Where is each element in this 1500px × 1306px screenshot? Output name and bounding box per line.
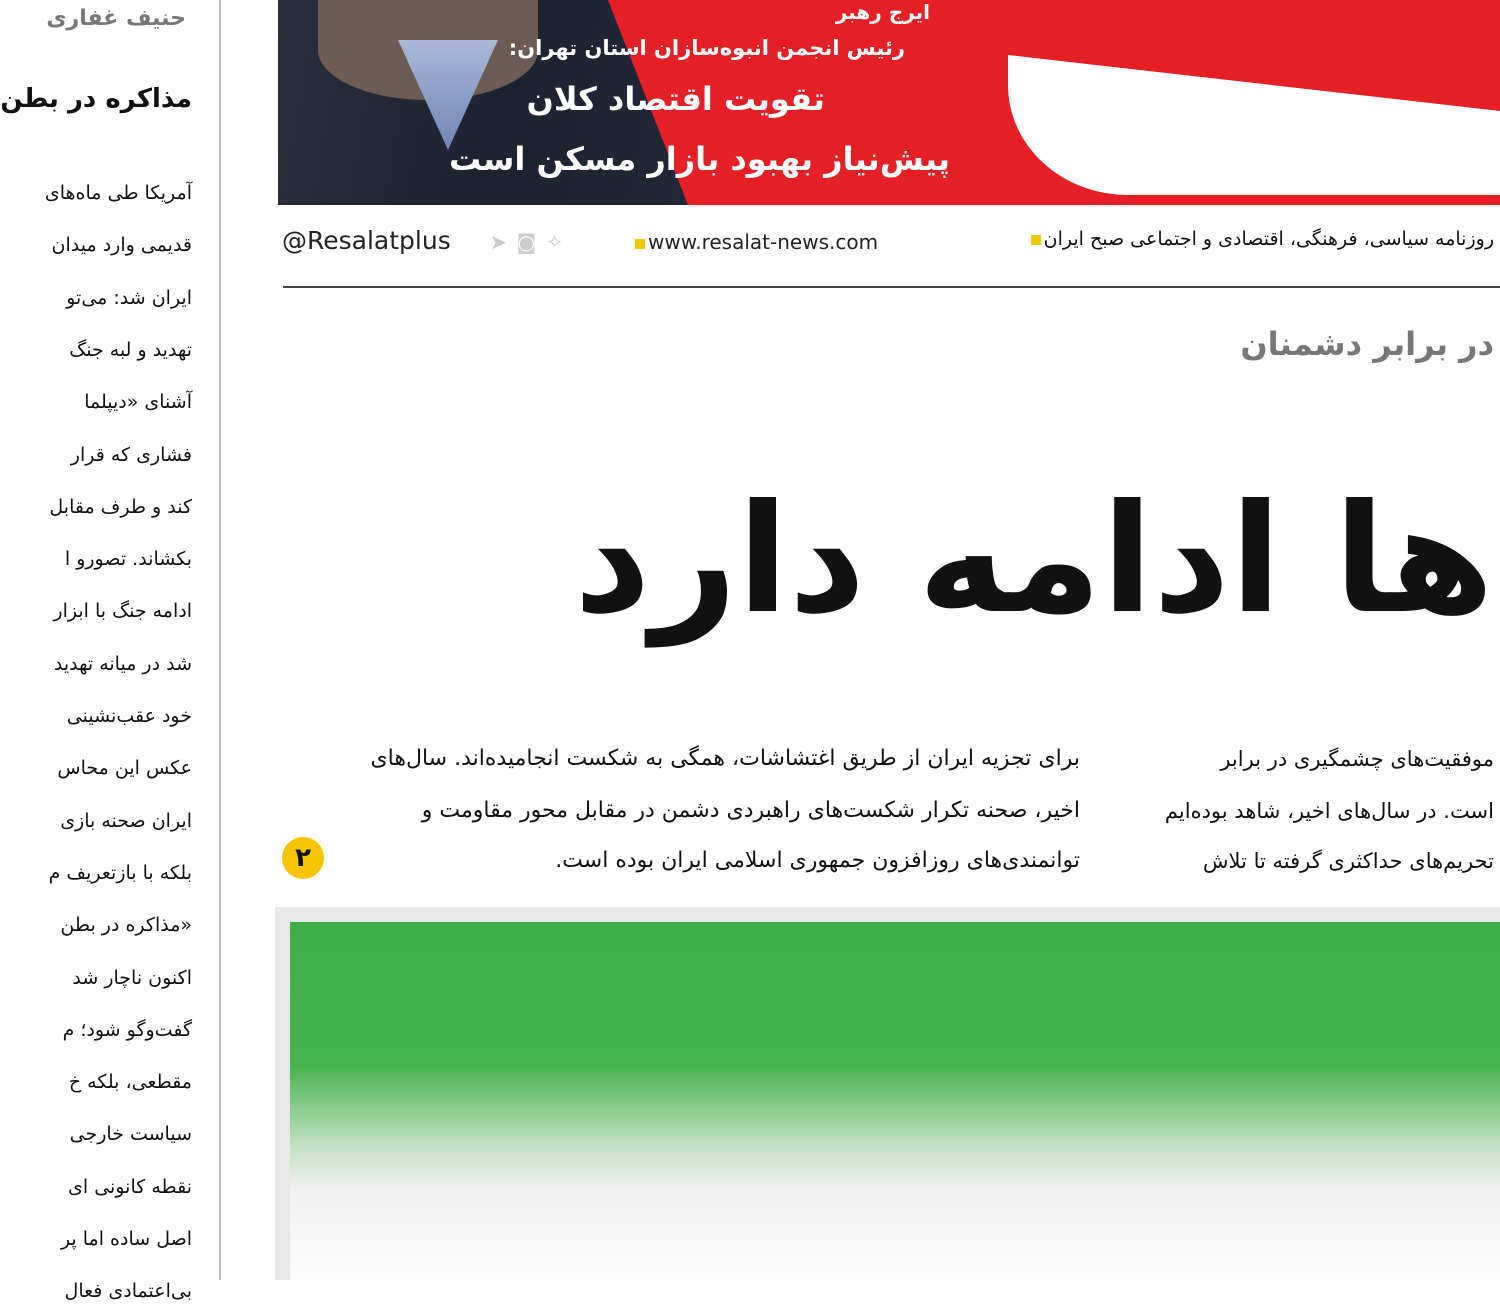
article-body-line: کند و طرف مقابل [49, 495, 192, 518]
banner-title-line1: تقویت اقتصاد کلان [526, 80, 825, 118]
website-link[interactable] [632, 230, 878, 254]
article-body-line: نقطه کانونی ای [68, 1175, 192, 1198]
article-body-line: بی‌اعتمادی فعال [64, 1280, 192, 1303]
article-headline[interactable]: مذاکره در بطن [0, 84, 192, 114]
main-headline[interactable]: ها ادامه دارد [573, 473, 1494, 647]
promo-banner[interactable] [278, 0, 1500, 205]
left-column-article [0, 0, 200, 1303]
article-body-line: تهدید و لبه جنگ [69, 338, 192, 361]
article-body-line: سیاست خارجی [69, 1123, 192, 1146]
article-body-line: اکنون ناچار شد [72, 966, 192, 989]
paragraph-line: است. در سال‌های اخیر، شاهد بوده‌ایم [1164, 799, 1494, 823]
article-body-line: شد در میانه تهدید [53, 652, 192, 675]
social-handle[interactable]: @Resalatplus [282, 226, 451, 255]
paragraph-line: برای تجزیه ایران از طریق اغتشاشات، همگی به شکست انجامیده‌اند. سال‌های [370, 746, 1080, 771]
article-body-line: گفت‌وگو شود؛ م [62, 1018, 192, 1041]
article-body-line: اصل ساده اما پر [60, 1228, 192, 1250]
banner-title-line2: پیش‌نیاز بهبود بازار مسکن است [448, 140, 950, 178]
article-body-line: بلکه با بازتعریف م [48, 861, 192, 884]
paragraph-line: موفقیت‌های چشمگیری در برابر [1220, 747, 1494, 771]
column-divider [219, 0, 221, 1280]
bullet-square [1031, 235, 1041, 245]
logo-swoosh [1008, 55, 1500, 195]
banner-name: ایرج رهبر [835, 0, 930, 24]
website-url[interactable]: www.resalat-news.com [648, 230, 879, 254]
social-icons [490, 230, 573, 254]
telegram-icon[interactable]: ➤ [490, 230, 517, 254]
article-body-line: ادامه جنگ با ابزار [53, 600, 192, 623]
article-body-line: قدیمی وارد میدان [51, 234, 192, 257]
paragraph-line: اخیر، صحنه تکرار شکست‌های راهبردی دشمن در مقابل محور مقاومت و [421, 798, 1080, 823]
article-body-line: آمریکا طی ماه‌های [44, 182, 192, 204]
instagram-icon[interactable]: ◙ [516, 230, 547, 254]
article-author: حنیف غفاری [46, 6, 186, 31]
twitter-icon[interactable]: ✧ [546, 230, 573, 254]
tagline-text: روزنامه سیاسی، فرهنگی، اقتصادی و اجتماعی صبح ایران [1043, 228, 1494, 250]
article-body-line: خود عقب‌نشینی [66, 705, 192, 727]
news-photo[interactable] [275, 907, 1500, 1280]
header-rule [283, 286, 1500, 288]
paragraph-line: توانمندی‌های روزافزون جمهوری اسلامی ایران بوده است. [555, 848, 1080, 873]
article-body-line: عکس این محاس [57, 757, 192, 780]
article-body-line: فشاری که قرار [70, 443, 192, 466]
article-body-line: «مذاکره در بطن [60, 914, 192, 937]
page-reference-badge[interactable]: ۲ [282, 837, 324, 879]
article-body-line: آشنای «دیپلما [84, 391, 192, 414]
paragraph-line: تحریم‌های حداکثری گرفته تا تلاش [1202, 849, 1494, 873]
article-body-line: مقطعی، بلکه خ [68, 1071, 192, 1094]
banner-role: رئیس انجمن انبوه‌سازان استان تهران: [508, 36, 905, 60]
flag-image [290, 922, 1500, 1280]
article-body-line: ایران شد: می‌تو [66, 286, 192, 309]
newspaper-tagline [934, 228, 1494, 250]
subheadline: در برابر دشمنان [1240, 325, 1494, 363]
article-body-line: ایران صحنه بازی [60, 809, 192, 832]
article-body-line: بکشاند. تصورو ا [64, 548, 192, 571]
bullet-square [635, 239, 645, 249]
